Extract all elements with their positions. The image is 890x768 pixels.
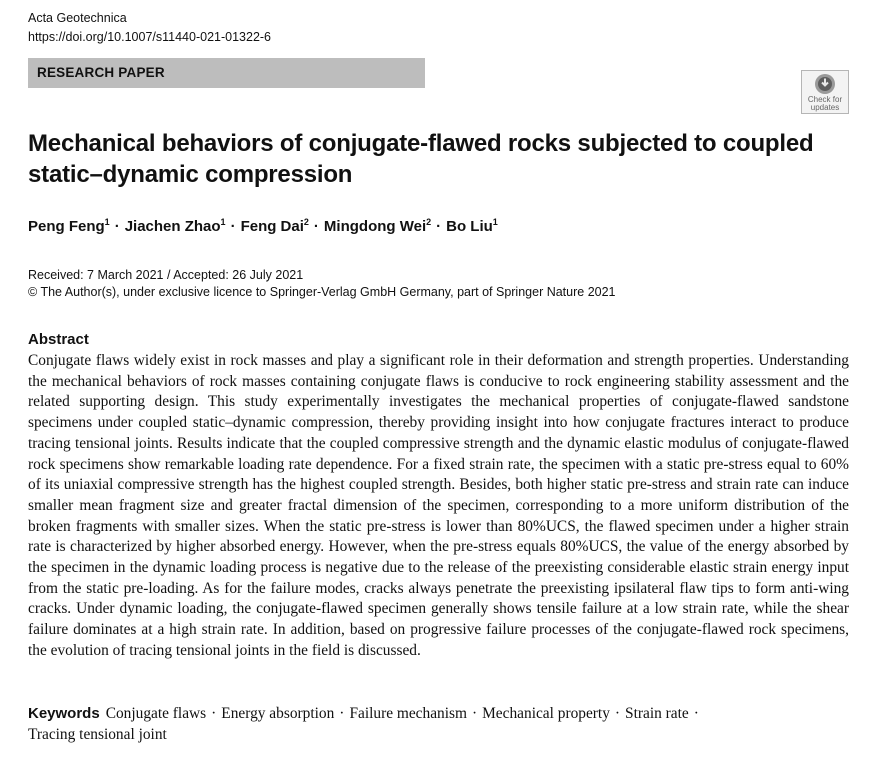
abstract-text: Conjugate flaws widely exist in rock masses and play a significant role in their deformation and strength properties. Understanding the mechanical behaviors of rock masses containing conjugate flaws is conducive to rock engineering stability assessment and the related supporting design. This study experimentally investigates the mechanical properties of conjugate-flawed sandstone specimens under coupled static–dynamic compression, thereby providing insight into how conjugate fractures interact to produce tracing tensional joints. Results indicate that the coupled compressive strength and the dynamic elastic modulus of conjugate-flawed rock specimens show remarkable loading rate dependence. For a fixed strain rate, the specimen with a static pre-stress equal to 60% of its uniaxial compressive strength has the highest coupled strength. Besides, both higher static pre-stress and strain rate can induce smaller mean fragment size and greater fractal dimension of the specimen, corresponding to a more uniform distribution of the broken fragments with smaller sizes. When the static pre-stress is lower than 80%UCS, the flawed specimen under a higher strain rate is characterized by higher absorbed energy. However, when the pre-stress equals 80%UCS, the value of the energy absorbed by the specimen in the dynamic loading process is negative due to the release of the preexisting considerable elastic strain energy input from the static pre-loading. As for the failure modes, cracks always penetrate the preexisting ipsilateral flaw tips to form anti-wing cracks. Under dynamic loading, the conjugate-flawed specimen generally shows tensile failure at a low strain rate, while the shear failure dominates at a high strain rate. In addition, based on progressive failure processes of the conjugate-flawed rock specimens, the evolution of tracing tensional joints in the field is discussed. xyxy=(28,352,849,659)
keyword: Failure mechanism xyxy=(349,705,467,722)
keyword: Strain rate xyxy=(625,705,689,722)
author-separator: · xyxy=(230,218,236,235)
author-name[interactable]: Jiachen Zhao xyxy=(124,218,221,235)
author-separator: · xyxy=(436,218,442,235)
refresh-icon xyxy=(814,73,836,95)
keyword-separator: · xyxy=(693,705,699,722)
keyword-separator: · xyxy=(339,705,345,722)
keyword: Mechanical property xyxy=(482,705,610,722)
keyword: Energy absorption xyxy=(221,705,335,722)
author-separator: · xyxy=(313,218,319,235)
doi-link[interactable]: https://doi.org/10.1007/s11440-021-01322-6 xyxy=(28,30,272,44)
paper-title: Mechanical behaviors of conjugate-flawed rocks subjected to coupled static–dynamic compression xyxy=(28,130,814,188)
keyword: Conjugate flaws xyxy=(105,705,207,722)
copyright-notice: © The Author(s), under exclusive licence to Springer-Verlag GmbH Germany, part of Springer Nature 2021 xyxy=(28,285,616,299)
keyword-separator: · xyxy=(211,705,217,722)
author-affiliation: 2 xyxy=(426,217,432,227)
keywords-label: Keywords xyxy=(28,705,100,722)
author-separator: · xyxy=(114,218,120,235)
keywords-line xyxy=(28,704,828,745)
abstract-heading: Abstract xyxy=(28,331,89,348)
keyword-separator: · xyxy=(614,705,621,722)
author-affiliation: 1 xyxy=(492,217,498,227)
journal-name: Acta Geotechnica xyxy=(28,11,127,25)
author-name[interactable]: Mingdong Wei xyxy=(323,218,427,235)
article-type-banner: RESEARCH PAPER xyxy=(28,58,425,88)
author-affiliation: 1 xyxy=(220,217,226,227)
check-for-updates-label: Check for updates xyxy=(807,95,843,112)
received-accepted-dates: Received: 7 March 2021 / Accepted: 26 July 2021 xyxy=(28,268,304,282)
author-list xyxy=(28,216,498,238)
author-affiliation: 1 xyxy=(104,217,110,227)
keyword-separator: · xyxy=(471,705,478,722)
keyword: Tracing tensional joint xyxy=(28,725,167,743)
author-affiliation: 2 xyxy=(303,217,309,227)
author-name[interactable]: Bo Liu xyxy=(446,218,493,235)
author-name[interactable]: Peng Feng xyxy=(28,218,105,235)
check-for-updates-badge[interactable] xyxy=(801,70,849,114)
author-name[interactable]: Feng Dai xyxy=(240,218,304,235)
